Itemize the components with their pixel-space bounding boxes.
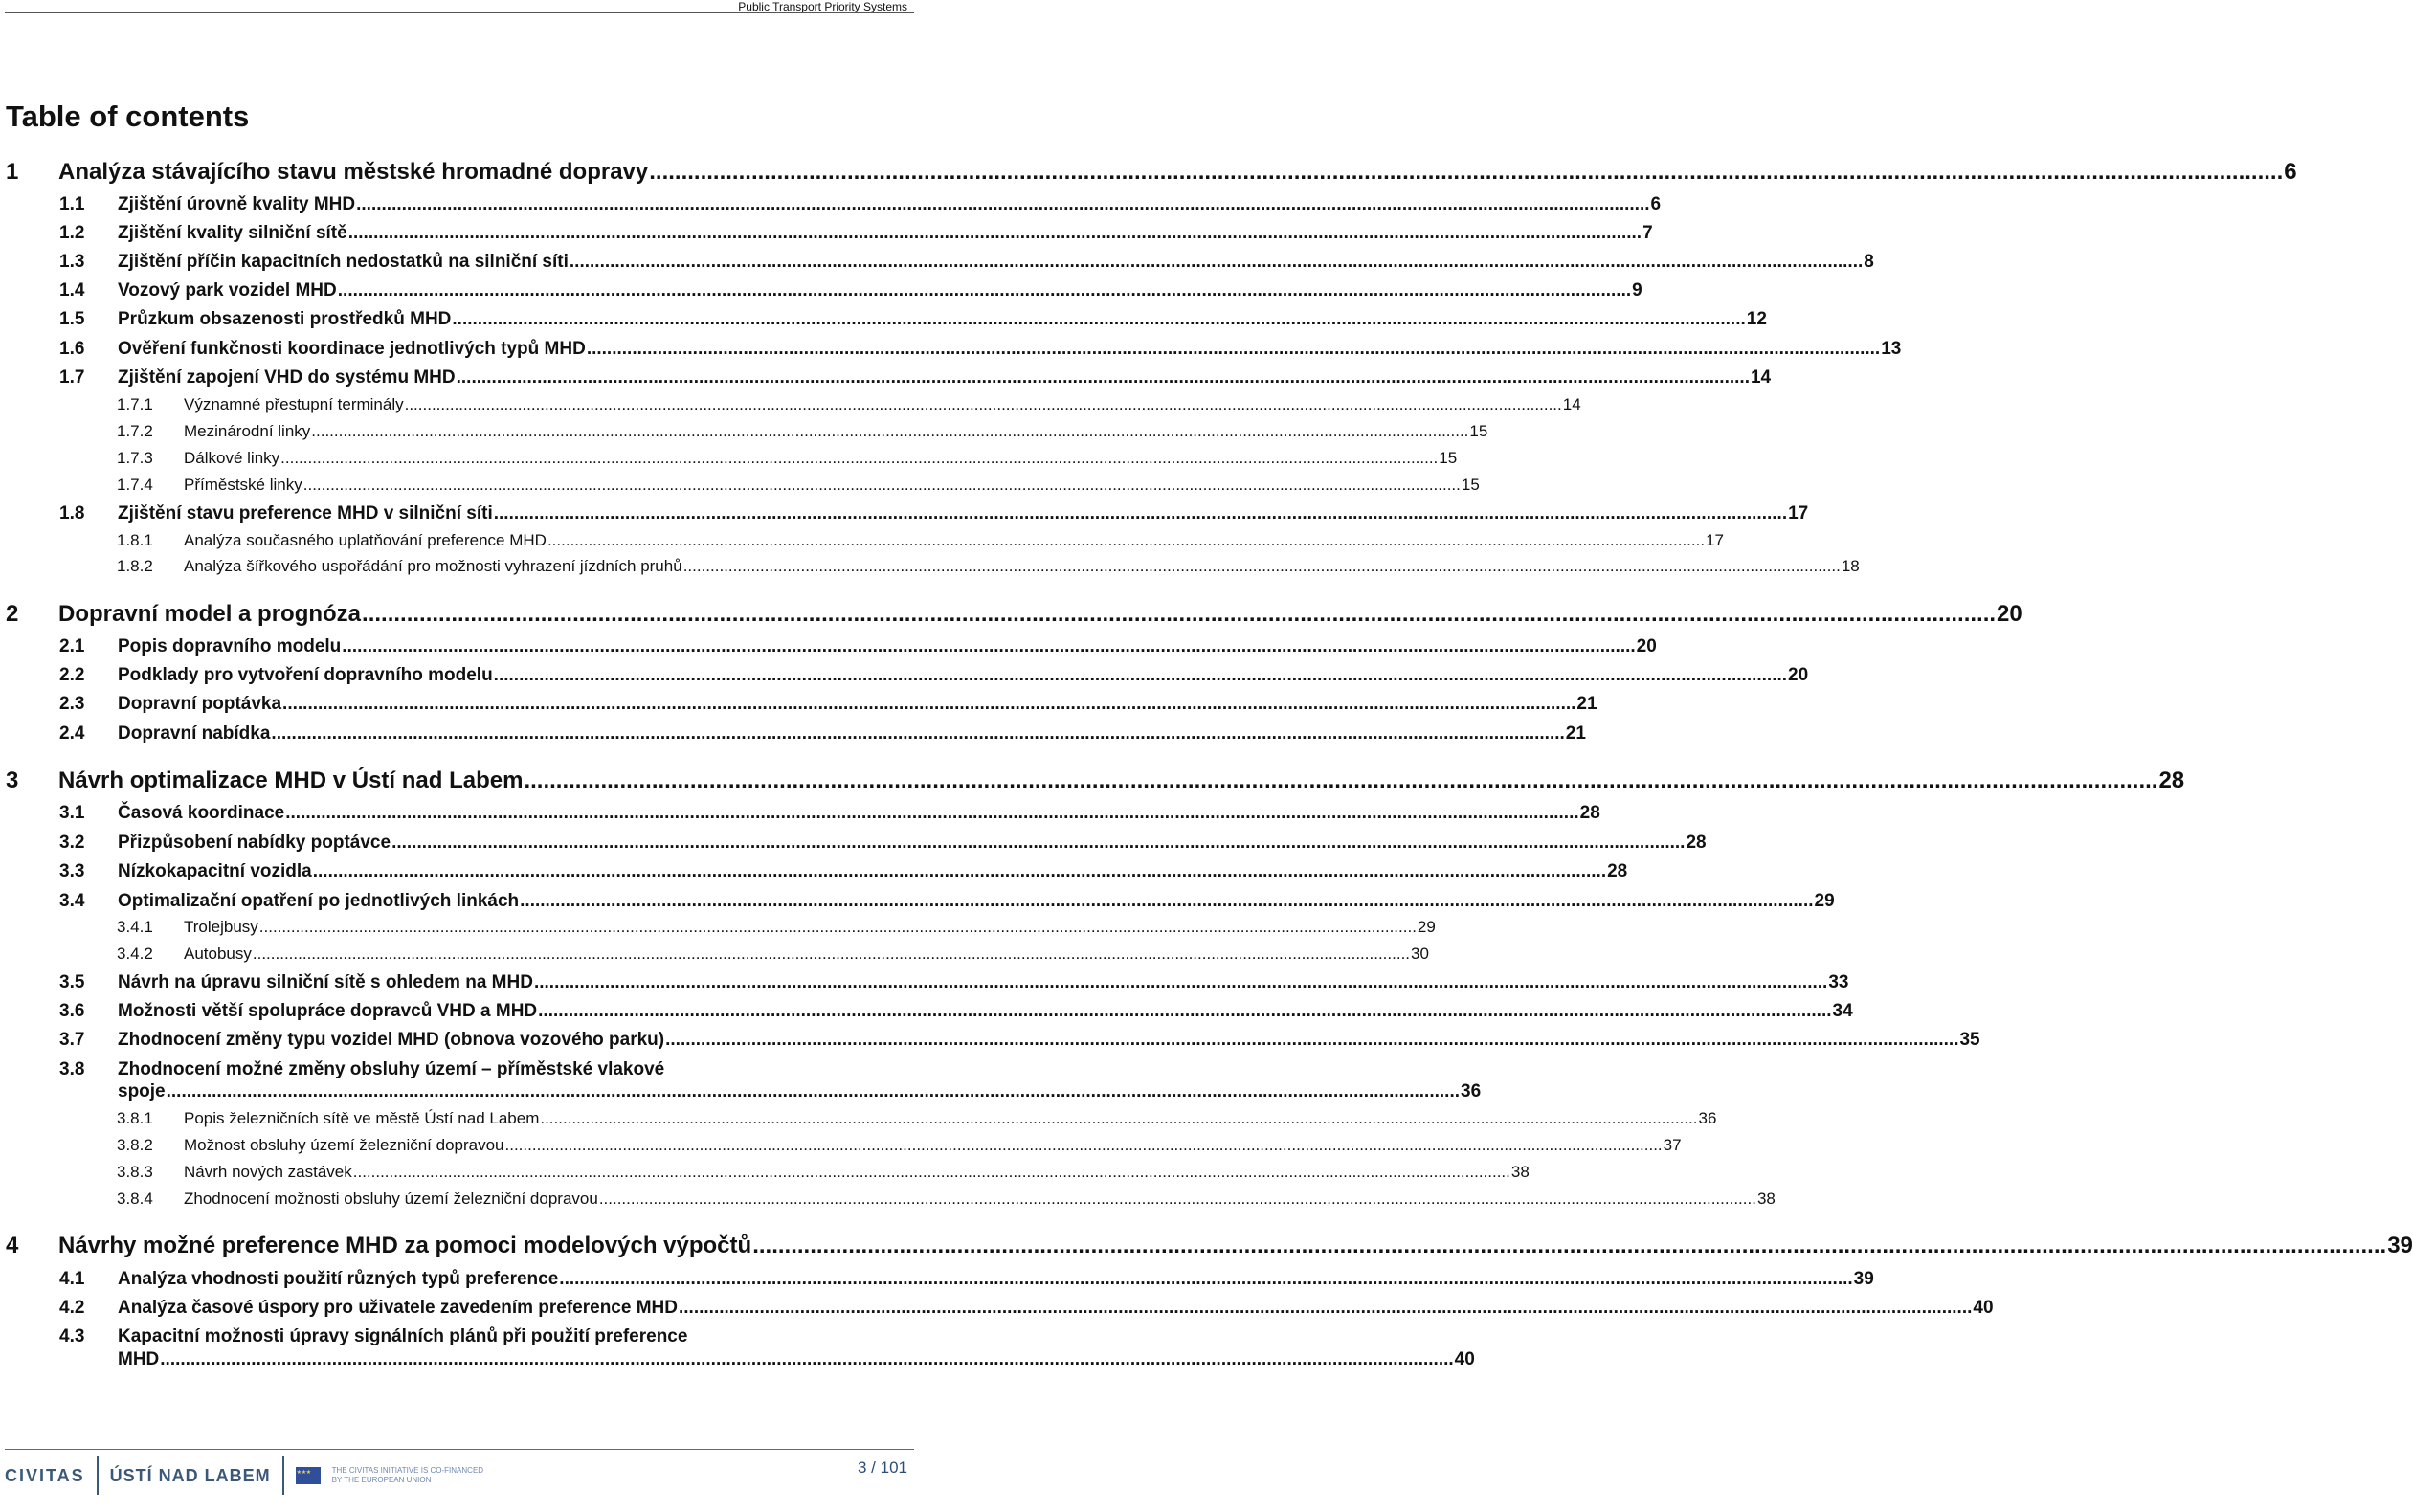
dot-leader xyxy=(540,1109,1697,1128)
toc-entry-3-5[interactable] xyxy=(59,972,1849,993)
dot-leader xyxy=(253,945,1410,964)
toc-num: 3.4.1 xyxy=(117,918,153,936)
toc-label: Dopravní model a prognóza xyxy=(58,601,362,627)
toc-entry-4-1[interactable] xyxy=(59,1269,1874,1290)
dot-leader xyxy=(665,1030,1958,1051)
toc-label: Analýza vhodnosti použití různých typů preference xyxy=(118,1269,559,1289)
toc-page: 28 xyxy=(1607,861,1628,881)
dot-leader xyxy=(160,1349,1453,1370)
toc-entry-1[interactable] xyxy=(6,159,2297,186)
dot-leader xyxy=(348,223,1642,244)
toc-entry-3-8[interactable] xyxy=(59,1059,794,1080)
toc-page: 20 xyxy=(1788,665,1809,685)
dot-leader xyxy=(505,1136,1663,1155)
toc-num: 3.8.1 xyxy=(117,1109,153,1127)
dot-leader xyxy=(559,1269,1852,1290)
eu-flag-icon xyxy=(296,1467,321,1484)
toc-num: 1.7.3 xyxy=(117,449,153,467)
dot-leader xyxy=(285,803,1578,824)
toc-label: Časová koordinace xyxy=(118,803,285,823)
toc-entry-4-2[interactable] xyxy=(59,1298,1994,1319)
toc-entry-2-3[interactable] xyxy=(59,694,1597,715)
toc-num: 4.1 xyxy=(59,1269,85,1289)
toc-label: Analýza šířkového uspořádání pro možnosti vyhrazení jízdních pruhů xyxy=(184,557,682,575)
toc-num: 3.8.3 xyxy=(117,1163,153,1181)
toc-page: 13 xyxy=(1881,339,1902,359)
dot-leader xyxy=(587,339,1880,360)
toc-label: Zhodnocení změny typu vozidel MHD (obnova vozového parku) xyxy=(118,1030,665,1050)
toc-num: 1.1 xyxy=(59,194,85,214)
toc-num: 3.4 xyxy=(59,891,85,911)
toc-num: 3.1 xyxy=(59,803,85,823)
toc-page: 15 xyxy=(1469,422,1488,440)
toc-page: 40 xyxy=(1454,1349,1475,1369)
toc-page: 28 xyxy=(2158,767,2185,793)
toc-num: 1.2 xyxy=(59,223,85,243)
toc-label: Zjištění stavu preference MHD v silniční síti xyxy=(118,503,493,523)
toc-entry-3-4-2[interactable] xyxy=(117,945,1429,964)
toc-entry-1-8-2[interactable] xyxy=(117,557,1860,576)
toc-label-cont: MHD xyxy=(118,1349,160,1369)
toc-num: 1.4 xyxy=(59,280,85,300)
dot-leader xyxy=(362,601,1996,628)
toc-entry-2-1[interactable] xyxy=(59,636,1657,657)
toc-label: Zjištění úrovně kvality MHD xyxy=(118,194,356,214)
toc-num: 1.3 xyxy=(59,252,85,272)
toc-label: Trolejbusy xyxy=(184,918,258,936)
toc-entry-3-8-2[interactable] xyxy=(117,1136,1682,1155)
toc-label: Zhodnocení možnosti obsluhy území železniční dopravou xyxy=(184,1190,598,1208)
toc-label: Ověření funkčnosti koordinace jednotlivých typů MHD xyxy=(118,339,586,359)
toc-page: 36 xyxy=(1698,1109,1717,1127)
toc-page: 17 xyxy=(1706,531,1724,549)
toc-page: 12 xyxy=(1746,309,1767,329)
toc-num: 4.2 xyxy=(59,1298,85,1318)
toc-page: 20 xyxy=(1636,636,1657,656)
toc-entry-3-3[interactable] xyxy=(59,861,1628,882)
toc-num: 3.3 xyxy=(59,861,85,881)
dot-leader xyxy=(356,194,1649,215)
toc-entry-3-4-1[interactable] xyxy=(117,918,1436,937)
dot-leader xyxy=(353,1163,1510,1182)
toc-label: Kapacitní možnosti úpravy signálních plánů při použití preference xyxy=(118,1326,688,1346)
dot-leader xyxy=(405,395,1562,414)
toc-label-cont: spoje xyxy=(118,1081,166,1101)
header-rule xyxy=(5,12,914,13)
toc-page: 39 xyxy=(1853,1269,1874,1289)
dot-leader xyxy=(259,918,1417,937)
toc-entry-1-5[interactable] xyxy=(59,309,1767,330)
toc-entry-3-7[interactable] xyxy=(59,1030,1980,1051)
toc-label: Návrh nových zastávek xyxy=(184,1163,352,1181)
toc-entry-1-1[interactable] xyxy=(59,194,1662,215)
toc-num: 2 xyxy=(6,601,19,627)
toc-num: 1.7.4 xyxy=(117,476,153,494)
footer-rule xyxy=(5,1449,914,1450)
toc-num: 1.8.2 xyxy=(117,557,153,575)
toc-page: 28 xyxy=(1579,803,1600,823)
toc-num: 1.7.2 xyxy=(117,422,153,440)
toc-entry-3-2[interactable] xyxy=(59,833,1707,854)
dot-leader xyxy=(683,557,1841,576)
toc-num: 2.3 xyxy=(59,694,85,714)
toc-label: Dálkové linky xyxy=(184,449,280,467)
toc-entry-3-8-3[interactable] xyxy=(117,1163,1530,1182)
toc-entry-3-8-4[interactable] xyxy=(117,1190,1776,1209)
toc-label: Analýza časové úspory pro uživatele zavedením preference MHD xyxy=(118,1298,678,1318)
toc-page: 37 xyxy=(1663,1136,1682,1154)
toc-entry-2[interactable] xyxy=(6,601,2022,628)
toc-entry-3-4[interactable] xyxy=(59,891,1835,912)
toc-num: 3.2 xyxy=(59,833,85,853)
toc-num: 1.8.1 xyxy=(117,531,153,549)
toc-page: 38 xyxy=(1756,1190,1776,1208)
toc-num: 1 xyxy=(6,159,19,185)
toc-page: 21 xyxy=(1576,694,1597,714)
dot-leader xyxy=(494,503,1787,524)
toc-label: Průzkum obsazenosti prostředků MHD xyxy=(118,309,452,329)
toc-page: 15 xyxy=(1461,476,1480,494)
toc-num: 3.7 xyxy=(59,1030,85,1050)
dot-leader xyxy=(494,665,1787,686)
toc-num: 3.4.2 xyxy=(117,945,153,963)
dot-leader xyxy=(313,861,1606,882)
toc-page: 35 xyxy=(1959,1030,1980,1050)
toc-entry-3-6[interactable] xyxy=(59,1001,1853,1022)
toc-label: Popis železničních sítě ve městě Ústí nad Labem xyxy=(184,1109,540,1127)
toc-page: 6 xyxy=(2284,159,2297,185)
toc-label: Vozový park vozidel MHD xyxy=(118,280,337,300)
toc-label: Nízkokapacitní vozidla xyxy=(118,861,312,881)
toc-entry-4-3[interactable] xyxy=(59,1326,794,1347)
dot-leader xyxy=(524,767,2157,794)
toc-page: 8 xyxy=(1864,252,1874,272)
toc-label: Zhodnocení možné změny obsluhy území – příměstské vlakové xyxy=(118,1059,665,1079)
toc-num: 3.6 xyxy=(59,1001,85,1021)
toc-page: 29 xyxy=(1417,918,1436,936)
toc-page: 28 xyxy=(1686,833,1707,853)
dot-leader xyxy=(303,476,1461,495)
dot-leader xyxy=(570,252,1863,273)
toc-num: 3 xyxy=(6,767,19,793)
dot-leader xyxy=(599,1190,1756,1209)
toc-label: Mezinárodní linky xyxy=(184,422,311,440)
toc-entry-1-7-3[interactable] xyxy=(117,449,1458,468)
toc-label: Významné přestupní terminály xyxy=(184,395,404,413)
toc-entry-1-2[interactable] xyxy=(59,223,1653,244)
eu-text-line-2: BY THE EUROPEAN UNION xyxy=(331,1476,432,1484)
toc-page: 33 xyxy=(1828,972,1849,992)
toc-page: 17 xyxy=(1788,503,1809,523)
toc-entry-4-3-cont[interactable] xyxy=(118,1349,1475,1370)
dot-leader xyxy=(342,636,1635,657)
dot-leader xyxy=(547,531,1705,550)
toc-label: Návrh na úpravu silniční sítě s ohledem na MHD xyxy=(118,972,533,992)
dot-leader xyxy=(282,694,1575,715)
toc-label: Popis dopravního modelu xyxy=(118,636,342,656)
toc-entry-1-8[interactable] xyxy=(59,503,1809,524)
dot-leader xyxy=(520,891,1813,912)
dot-leader xyxy=(457,367,1750,389)
dot-leader xyxy=(280,449,1438,468)
toc-label: Podklady pro vytvoření dopravního modelu xyxy=(118,665,493,685)
toc-entry-2-2[interactable] xyxy=(59,665,1809,686)
toc-entry-4[interactable] xyxy=(6,1233,2413,1259)
toc-page: 7 xyxy=(1642,223,1653,243)
toc-entry-1-4[interactable] xyxy=(59,280,1642,301)
toc-page: 29 xyxy=(1814,891,1835,911)
dot-leader xyxy=(679,1298,1972,1319)
eu-text-line-1: THE CIVITAS INITIATIVE IS CO-FINANCED xyxy=(331,1466,484,1475)
toc-page: 34 xyxy=(1832,1001,1853,1021)
dot-leader xyxy=(752,1233,2386,1259)
toc-entry-1-7-4[interactable] xyxy=(117,476,1480,495)
footer-logos xyxy=(5,1455,483,1497)
logo-divider xyxy=(282,1456,284,1495)
toc-label: Příměstské linky xyxy=(184,476,302,494)
dot-leader xyxy=(271,723,1564,745)
toc-page: 6 xyxy=(1650,194,1662,214)
toc-num: 3.5 xyxy=(59,972,85,992)
toc-page: 21 xyxy=(1565,723,1586,744)
dot-leader xyxy=(534,972,1827,993)
toc-entry-1-8-1[interactable] xyxy=(117,531,1724,550)
dot-leader xyxy=(338,280,1631,301)
toc-num: 2.4 xyxy=(59,723,85,744)
toc-label: Dopravní nabídka xyxy=(118,723,271,744)
running-header: Public Transport Priority Systems xyxy=(738,0,907,13)
toc-num: 2.2 xyxy=(59,665,85,685)
toc-label: Analýza současného uplatňování preference MHD xyxy=(184,531,547,549)
toc-label: Autobusy xyxy=(184,945,252,963)
toc-num: 3.8 xyxy=(59,1059,85,1079)
toc-page: 39 xyxy=(2387,1233,2413,1258)
toc-label: Možnosti větší spolupráce dopravců VHD a MHD xyxy=(118,1001,538,1021)
toc-label: Analýza stávajícího stavu městské hromadné dopravy xyxy=(58,159,649,185)
toc-page: 14 xyxy=(1562,395,1581,413)
toc-page: 18 xyxy=(1841,557,1860,575)
toc-page: 20 xyxy=(1997,601,2022,627)
toc-num: 3.8.4 xyxy=(117,1190,153,1208)
dot-leader xyxy=(167,1081,1460,1102)
page-number: 3 / 101 xyxy=(858,1458,907,1477)
toc-label: Dopravní poptávka xyxy=(118,694,282,714)
usti-nad-labem-logo: ÚSTÍ NAD LABEM xyxy=(109,1465,271,1485)
toc-page: 9 xyxy=(1632,280,1642,300)
toc-label: Návrh optimalizace MHD v Ústí nad Labem xyxy=(58,767,524,793)
dot-leader xyxy=(391,833,1685,854)
toc-entry-1-7-2[interactable] xyxy=(117,422,1488,441)
toc-page: 38 xyxy=(1510,1163,1530,1181)
toc-num: 4 xyxy=(6,1233,19,1258)
toc-page: 36 xyxy=(1461,1081,1482,1101)
toc-page: 14 xyxy=(1750,367,1772,388)
toc-entry-1-6[interactable] xyxy=(59,339,1902,360)
dot-leader xyxy=(311,422,1468,441)
civitas-logo: CIVITAS xyxy=(5,1465,85,1485)
toc-num: 4.3 xyxy=(59,1326,85,1346)
toc-entry-3-8-cont[interactable] xyxy=(118,1081,1482,1102)
toc-num: 1.8 xyxy=(59,503,85,523)
toc-entry-1-3[interactable] xyxy=(59,252,1874,273)
toc-entry-1-7[interactable] xyxy=(59,367,1772,389)
toc-label: Zjištění kvality silniční sítě xyxy=(118,223,347,243)
toc-entry-1-7-1[interactable] xyxy=(117,395,1581,414)
toc-entry-3[interactable] xyxy=(6,767,2185,794)
toc-page: 30 xyxy=(1411,945,1429,963)
toc-label: Návrhy možné preference MHD za pomoci modelových výpočtů xyxy=(58,1233,752,1258)
toc-entry-3-1[interactable] xyxy=(59,803,1600,824)
toc-entry-3-8-1[interactable] xyxy=(117,1109,1717,1128)
logo-divider xyxy=(97,1456,99,1495)
toc-page: 40 xyxy=(1973,1298,1994,1318)
toc-num: 1.6 xyxy=(59,339,85,359)
toc-num: 1.7.1 xyxy=(117,395,153,413)
toc-label: Zjištění zapojení VHD do systému MHD xyxy=(118,367,456,388)
toc-label: Optimalizační opatření po jednotlivých linkách xyxy=(118,891,520,911)
toc-num: 2.1 xyxy=(59,636,85,656)
eu-cofinance-text xyxy=(332,1466,483,1485)
toc-title: Table of contents xyxy=(6,100,250,133)
toc-num: 1.5 xyxy=(59,309,85,329)
dot-leader xyxy=(452,309,1745,330)
toc-num: 3.8.2 xyxy=(117,1136,153,1154)
toc-entry-2-4[interactable] xyxy=(59,723,1586,745)
dot-leader xyxy=(649,159,2283,186)
toc-label: Možnost obsluhy území železniční dopravou xyxy=(184,1136,504,1154)
toc-label: Přizpůsobení nabídky poptávce xyxy=(118,833,391,853)
toc-num: 1.7 xyxy=(59,367,85,388)
toc-label: Zjištění příčin kapacitních nedostatků na silniční síti xyxy=(118,252,569,272)
dot-leader xyxy=(538,1001,1831,1022)
toc-page: 15 xyxy=(1439,449,1458,467)
